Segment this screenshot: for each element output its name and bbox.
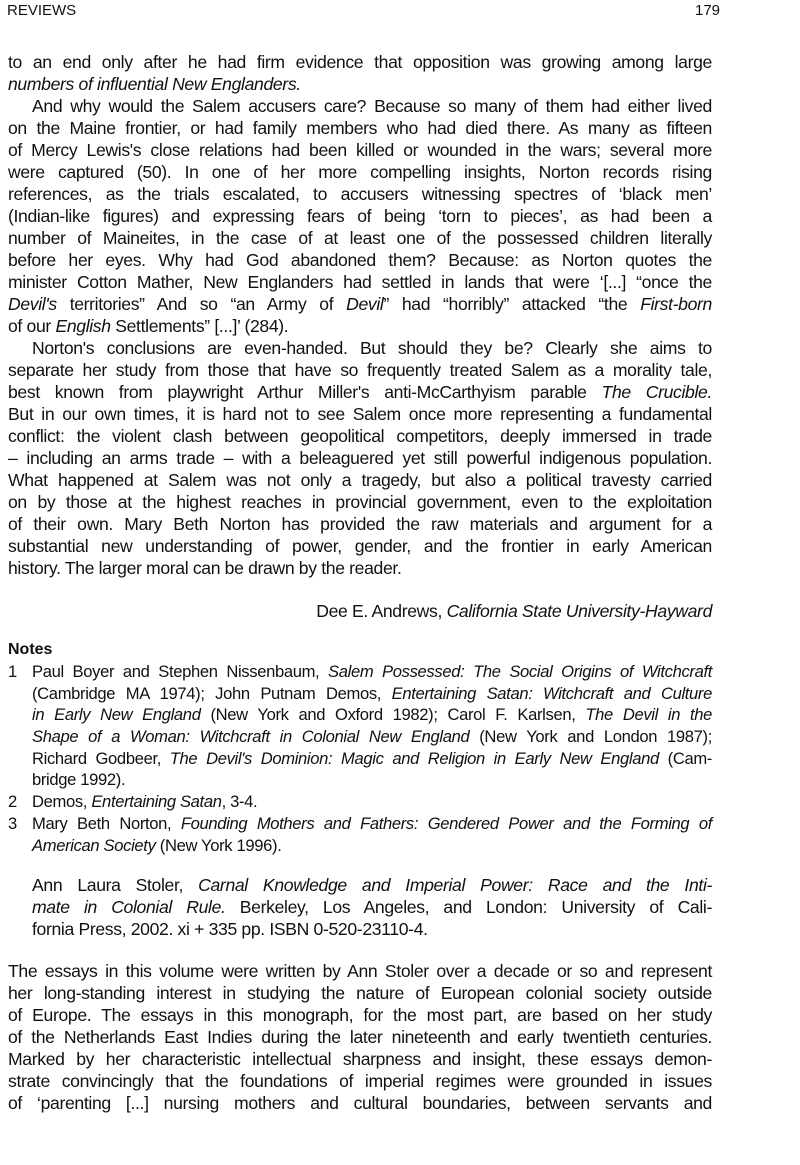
text-line <box>8 683 712 705</box>
text-line <box>8 139 712 161</box>
text-run: of ‘parenting [...] nursing mothers and cultural boundaries, between servants and <box>8 1093 712 1113</box>
text-line <box>8 557 712 579</box>
text-run: Dee E. Andrews, <box>316 601 447 621</box>
text-line <box>8 748 712 770</box>
text-line <box>8 1004 712 1026</box>
text-run: best known from playwright Arthur Miller's anti-McCarthyism parable <box>8 382 602 402</box>
note-number: 3 <box>8 813 18 833</box>
text-line <box>8 117 712 139</box>
text-run: (Indian-like figures) and expressing fears of being ‘torn to pieces’, as had been a <box>8 206 712 226</box>
text-line <box>8 535 712 557</box>
review-citation <box>8 874 712 940</box>
note-item <box>8 683 712 705</box>
text-run: Shape of a Woman: Witchcraft in Colonial New England <box>32 727 470 747</box>
text-run: The Devil in the <box>585 705 712 725</box>
text-line <box>8 491 712 513</box>
text-run: – including an arms trade – with a beleaguered yet still powerful indigenous population. <box>8 448 712 468</box>
text-run: Richard Godbeer, <box>32 748 170 768</box>
text-run: fornia Press, 2002. xi + 335 pp. ISBN 0-520-23110-4. <box>32 919 428 939</box>
text-run: Carnal Knowledge and Imperial Power: Race and the Inti- <box>198 875 713 895</box>
notes-section <box>8 639 712 856</box>
text-run: (New York and Oxford 1982); Carol F. Karlsen, <box>200 705 586 725</box>
note-item <box>8 769 712 791</box>
text-run: history. The larger moral can be drawn by the reader. <box>8 558 402 578</box>
text-run: number of Maineites, in the case of at least one of the possessed children literally <box>8 228 712 248</box>
text-line <box>8 769 712 791</box>
text-run: Marked by her characteristic intellectual sharpness and insight, these essays demon- <box>8 1049 712 1069</box>
text-line <box>8 249 712 271</box>
text-line <box>8 95 712 117</box>
text-run: of their own. Mary Beth Norton has provided the raw materials and argument for a <box>8 514 712 534</box>
text-run: The Devil's Dominion: Magic and Religion in Early New England <box>169 748 659 768</box>
text-line <box>8 813 712 835</box>
note-number: 1 <box>8 662 18 681</box>
text-run: strate convincingly that the foundations of imperial regimes were grounded in issues <box>8 1071 712 1091</box>
text-line <box>8 918 712 940</box>
text-run: numbers of influential New Englanders. <box>8 74 301 94</box>
text-line <box>8 469 712 491</box>
text-run: Settlements” [...]’ (284). <box>110 316 289 336</box>
text-run: What happened at Salem was not only a tragedy, but also a political travesty carried <box>8 470 712 490</box>
text-run: And why would the Salem accusers care? Because so many of them had either lived <box>32 96 712 116</box>
text-run: separate her study from those that have so frequently treated Salem as a morality tale, <box>8 360 712 380</box>
text-line <box>8 425 712 447</box>
note-item <box>8 661 712 683</box>
text-run: references, as the trials escalated, to accusers witnessing spectres of ‘black men’ <box>8 184 712 204</box>
text-line <box>8 293 712 315</box>
text-run: The essays in this volume were written by Ann Stoler over a decade or so and represent <box>8 961 712 981</box>
text-line <box>8 960 712 982</box>
text-line <box>8 161 712 183</box>
text-run: (New York 1996). <box>155 835 282 855</box>
text-line <box>8 447 712 469</box>
text-run: California State University-Hayward <box>446 601 712 621</box>
text-line <box>8 51 712 73</box>
text-run: to an end only after he had firm evidence that opposition was growing among large <box>8 52 712 72</box>
notes-heading: Notes <box>8 641 53 658</box>
text-line <box>8 381 712 403</box>
text-run: bridge 1992). <box>32 770 126 790</box>
text-run: of our <box>8 316 56 336</box>
note-item <box>8 748 712 770</box>
text-line <box>8 1092 712 1114</box>
text-run: mate in Colonial Rule. <box>32 897 226 917</box>
text-run: were captured (50). In one of her more compelling insights, Norton records rising <box>8 162 712 182</box>
text-line <box>8 403 712 425</box>
running-header: REVIEWS <box>7 2 77 19</box>
text-line <box>8 704 712 726</box>
text-run: Founding Mothers and Fathers: Gendered Power and the Forming of <box>180 813 712 833</box>
text-line <box>8 835 712 857</box>
text-run: minister Cotton Mather, New Englanders had settled in lands that were ‘[...] “once the <box>8 272 712 292</box>
text-run: English <box>55 316 111 336</box>
text-line <box>8 1048 712 1070</box>
text-line <box>8 513 712 535</box>
text-run: (Cam- <box>658 748 712 768</box>
text-run: Mary Beth Norton, <box>32 813 181 833</box>
text-run: The Crucible. <box>601 382 713 402</box>
text-line <box>8 726 712 748</box>
text-run: Entertaining Satan <box>91 792 222 812</box>
text-run: Devil's <box>8 294 57 314</box>
text-run: territories” And so “an Army of <box>56 294 347 314</box>
text-run: Norton's conclusions are even-handed. But should they be? Clearly she aims to <box>32 338 712 358</box>
text-line <box>8 1026 712 1048</box>
text-line <box>8 791 712 813</box>
text-run: Devil <box>346 294 384 314</box>
note-item <box>8 726 712 748</box>
text-run: of Mercy Lewis's close relations had been killed or wounded in the wars; several more <box>8 140 712 160</box>
text-run: But in our own times, it is hard not to see Salem once more representing a fundamental <box>8 404 712 424</box>
text-run: substantial new understanding of power, gender, and the frontier in early American <box>8 536 712 556</box>
text-run: Salem Possessed: The Social Origins of Witchcraft <box>328 662 712 681</box>
text-run: in Early New England <box>32 705 201 725</box>
text-run: First-born <box>640 294 712 314</box>
note-item <box>8 835 712 857</box>
text-run: Paul Boyer and Stephen Nissenbaum, <box>32 662 329 681</box>
text-line <box>8 1070 712 1092</box>
text-run: her long-standing interest in studying the nature of European colonial society outside <box>8 983 712 1003</box>
text-run: Demos, <box>32 792 92 812</box>
text-line <box>8 315 712 337</box>
review-body <box>8 960 712 1114</box>
note-item <box>8 813 712 835</box>
text-line <box>8 183 712 205</box>
text-run: Entertaining Satan: Witchcraft and Culture <box>391 683 712 703</box>
text-run: conflict: the violent clash between geopolitical competitors, deeply immersed in trade <box>8 426 712 446</box>
text-line <box>8 600 712 622</box>
text-run: of Europe. The essays in this monograph, for the most part, are based on her study <box>8 1005 712 1025</box>
text-run: before her eyes. Why had God abandoned them? Because: as Norton quotes the <box>8 250 712 270</box>
text-run: Ann Laura Stoler, <box>32 875 199 895</box>
text-line <box>8 896 712 918</box>
text-line <box>8 359 712 381</box>
text-run: , 3-4. <box>221 792 258 812</box>
text-line <box>8 661 712 683</box>
text-line <box>8 205 712 227</box>
text-line <box>8 271 712 293</box>
text-run: (Cambridge MA 1974); John Putnam Demos, <box>32 683 392 703</box>
note-item <box>8 704 712 726</box>
text-run: American Society <box>32 835 156 855</box>
text-line <box>8 874 712 896</box>
text-run: on the Maine frontier, or had family members who had died there. As many as fifteen <box>8 118 712 138</box>
text-run: (New York and London 1987); <box>469 727 712 747</box>
text-line <box>8 73 712 95</box>
text-line <box>8 337 712 359</box>
text-run: on by those at the highest reaches in provincial government, even to the exploitation <box>8 492 712 512</box>
text-line <box>8 982 712 1004</box>
note-number: 2 <box>8 792 18 812</box>
text-line <box>8 227 712 249</box>
text-run: of the Netherlands East Indies during the later nineteenth and early twentieth centuries. <box>8 1027 712 1047</box>
text-run: Berkeley, Los Angeles, and London: University of Cali- <box>225 897 712 917</box>
page-number: 179 <box>695 2 721 19</box>
review-continuation <box>8 51 712 579</box>
note-item <box>8 791 712 813</box>
reviewer-signature <box>8 600 712 622</box>
text-run: ” had “horribly” attacked “the <box>383 294 641 314</box>
